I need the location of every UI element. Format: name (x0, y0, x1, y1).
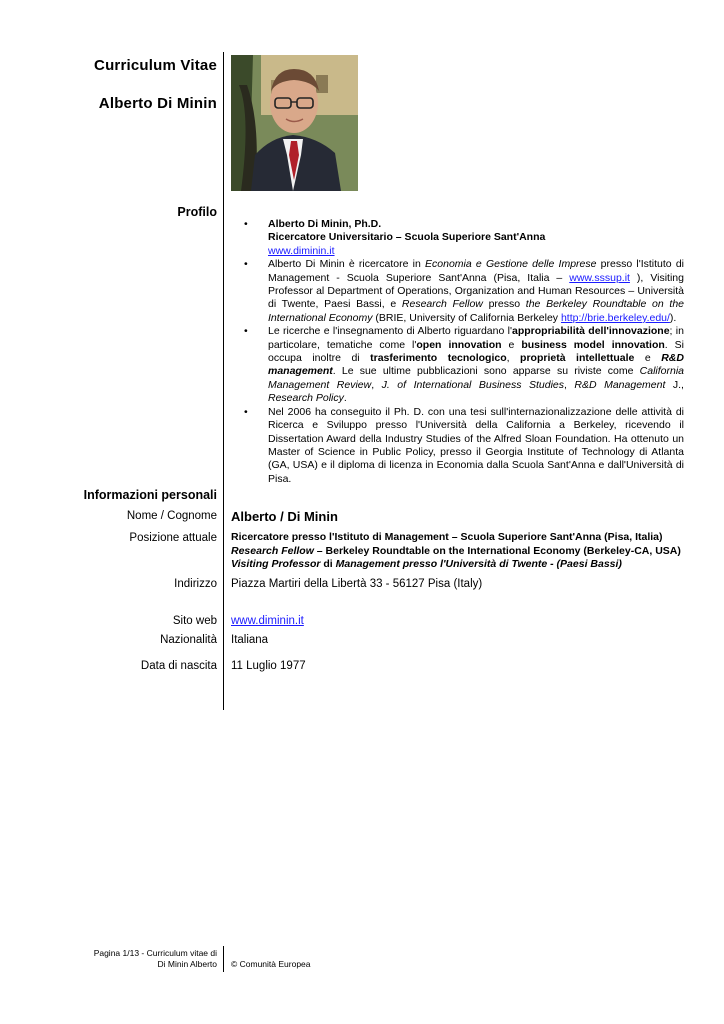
name-value: Alberto / Di Minin (231, 509, 338, 524)
text-italic: California Management Review (268, 365, 684, 391)
text-bold-italic: R&D management (268, 352, 684, 378)
text: Le ricerche e l'insegnamento di Alberto riguardano l' (268, 325, 513, 338)
text: ), Visiting Professor al Department of Operations, Organization and Human Resources – Università di Twente, Paesi Bassi, e (268, 271, 684, 311)
profile-item-4 (240, 406, 684, 486)
sssup-link[interactable]: www.sssup.it (569, 271, 630, 284)
text-italic: the Berkeley Roundtable on the International Economy (268, 298, 684, 324)
birthdate-label: Data di nascita (140, 660, 217, 672)
cv-name: Alberto Di Minin (98, 95, 217, 112)
section-profile-label: Profilo (177, 205, 217, 219)
text-bold: proprietà intellettuale (520, 352, 635, 365)
birthdate-value: 11 Luglio 1977 (231, 660, 306, 672)
text-italic: J. of International Business Studies (381, 378, 564, 391)
text: e (634, 352, 662, 365)
column-divider (223, 52, 224, 710)
text-italic: Research Fellow (401, 298, 483, 311)
footer-page-line-2: Di Minin Alberto (157, 959, 217, 969)
position-label: Posizione attuale (129, 532, 217, 544)
text-italic: Research Fellow (231, 544, 314, 557)
text: ; in particolare, tematiche come l' (268, 325, 684, 351)
address-value: Piazza Martiri della Libertà 33 - 56127 Pisa (Italy) (231, 578, 483, 590)
text: , (506, 352, 521, 365)
profile-item-1 (240, 218, 684, 258)
text-italic: Research Policy (268, 392, 344, 405)
cv-title: Curriculum Vitae (94, 57, 217, 74)
brie-link[interactable]: http://brie.berkeley.edu/ (560, 311, 670, 324)
text-italic: R&D Management (574, 378, 666, 391)
position-value (231, 531, 681, 572)
profile-website-link[interactable]: www.diminin.it (268, 244, 335, 257)
portrait-photo (231, 55, 358, 191)
text-bold: open innovation (416, 338, 502, 351)
text: Alberto Di Minin è ricercatore in (268, 258, 426, 271)
text: (BRIE, University of California Berkeley (372, 311, 561, 324)
nationality-value: Italiana (231, 634, 269, 646)
website-label: Sito web (172, 615, 217, 627)
position-line-2 (231, 545, 681, 559)
text: e (501, 338, 522, 351)
text: J., (665, 378, 684, 391)
text: . Le sue ultime pubblicazioni sono apparse su riviste come (332, 365, 640, 378)
website-link[interactable]: www.diminin.it (231, 615, 304, 627)
position-line-3 (231, 558, 681, 572)
text: . (343, 392, 347, 405)
text-bold: trasferimento tecnologico (370, 352, 507, 365)
text: , (371, 378, 382, 391)
profile-list (240, 218, 684, 486)
text: Management presso l'Università di Twente - (Paesi Bassi) (335, 558, 622, 570)
profile-name: Alberto Di Minin, Ph.D. (268, 218, 382, 230)
footer-page-info (94, 948, 217, 970)
name-label: Nome / Cognome (126, 510, 217, 522)
text: Nel 2006 ha conseguito il Ph. D. con una tesi sull'internazionalizzazione delle attività di Ricerca e Sviluppo presso l'Università della California a Berkeley, ricevendo il Dissertation Award della Industry Studies of the Alfred Sloan Foundation. Ha ottenuto un Master of Science in Public Policy, presso il Georgia Institute of Technology di Atlanta (GA, USA) e il diploma di licenza in Economia dalla Scuola Sant'Anna e dall'Università di Pisa. (268, 405, 684, 485)
profile-role: Ricercatore Universitario – Scuola Superiore Sant'Anna (268, 231, 546, 244)
text: . Si occupa inoltre di (268, 338, 685, 365)
profile-item-2 (240, 258, 684, 325)
profile-item-3 (240, 325, 684, 405)
nationality-label: Nazionalità (160, 634, 217, 646)
footer-divider (223, 946, 224, 972)
footer-page-line-1: Pagina 1/13 - Curriculum vitae di (93, 948, 217, 958)
text: ). (669, 311, 677, 324)
text: – Berkeley Roundtable on the International Economy (Berkeley-CA, USA) (313, 544, 681, 557)
text: , (564, 378, 575, 391)
address-label: Indirizzo (174, 578, 217, 590)
footer-copyright: © Comunità Europea (231, 959, 311, 969)
section-personal-label: Informazioni personali (83, 488, 217, 502)
position-line-1: Ricercatore presso l'Istituto di Management – Scuola Superiore Sant'Anna (Pisa, Italia) (231, 531, 663, 543)
text: di (320, 558, 336, 570)
text: presso l'Istituto di Management - Scuola Superiore Sant'Anna (Pisa, Italia – (268, 258, 684, 284)
text: presso (482, 298, 526, 311)
text-bold: appropriabilità dell'innovazione (512, 325, 670, 338)
text-bold: business model innovation (521, 338, 665, 351)
text: Visiting Professor (231, 558, 321, 570)
text-italic: Economia e Gestione delle Imprese (425, 258, 597, 271)
